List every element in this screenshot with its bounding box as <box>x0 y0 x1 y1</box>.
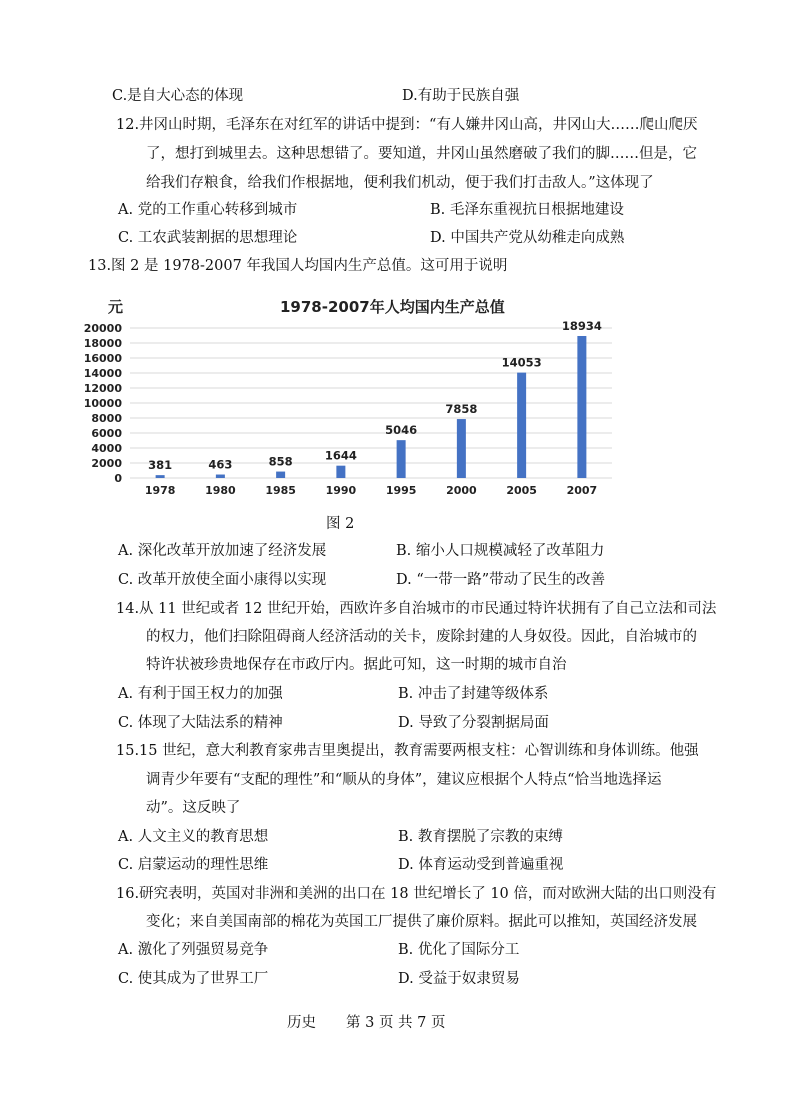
q15-option-b: B. 教育摆脱了宗教的束缚 <box>398 829 563 845</box>
chart-y-ticks <box>84 322 123 485</box>
q14-option-c: C. 体现了大陆法系的精神 <box>118 715 283 731</box>
footer-subject: 历史 <box>287 1015 316 1031</box>
q16-option-d: D. 受益于奴隶贸易 <box>398 971 520 987</box>
q12-option-a: A. 党的工作重心转移到城市 <box>118 202 298 218</box>
y-tick-label: 14000 <box>83 367 122 380</box>
bar-1990 <box>336 466 345 478</box>
bar-2007 <box>577 336 586 478</box>
data-label-2005: 14053 <box>501 355 542 370</box>
x-tick-label: 1980 <box>205 484 236 497</box>
chart-gridlines <box>130 328 612 478</box>
y-tick-label: 20000 <box>83 322 122 335</box>
y-tick-label: 2000 <box>91 457 122 470</box>
q12-option-c: C. 工农武装割据的思想理论 <box>118 230 298 246</box>
y-tick-label: 12000 <box>83 382 122 395</box>
y-tick-label: 4000 <box>91 442 122 455</box>
data-label-1995: 5046 <box>385 423 418 438</box>
q14-stem-line3: 特许状被珍贵地保存在市政厅内。据此可知，这一时期的城市自治 <box>146 657 567 673</box>
x-tick-label: 1995 <box>385 484 417 497</box>
x-tick-label: 2007 <box>566 484 598 497</box>
q15-stem-line2: 调青少年要有“支配的理性”和“顺从的身体”，建议应根据个人特点“恰当地选择运 <box>146 772 662 788</box>
gdp-bar-chart <box>83 292 620 504</box>
q15-option-a: A. 人文主义的教育思想 <box>118 829 269 845</box>
chart-title: 1978-2007年人均国内生产总值 <box>280 298 505 316</box>
bar-1978 <box>156 475 165 478</box>
q13-option-c: C. 改革开放使全面小康得以实现 <box>118 572 327 588</box>
q14-option-a: A. 有利于国王权力的加强 <box>118 686 283 702</box>
y-tick-label: 6000 <box>91 427 122 440</box>
y-tick-label: 8000 <box>91 412 122 425</box>
bar-1995 <box>397 440 406 478</box>
q13-option-d: D. “一带一路”带动了民生的改善 <box>396 572 606 588</box>
bar-2000 <box>457 419 466 478</box>
bar-2005 <box>517 373 526 478</box>
q11-option-d: D.有助于民族自强 <box>402 88 520 104</box>
q13-option-a: A. 深化改革开放加速了经济发展 <box>118 543 327 559</box>
q12-option-b: B. 毛泽东重视抗日根据地建设 <box>430 202 624 218</box>
q14-option-b: B. 冲击了封建等级体系 <box>398 686 549 702</box>
footer-page-number: 第 3 页 共 7 页 <box>346 1015 446 1031</box>
q14-stem-line2: 的权力，他们扫除阻碍商人经济活动的关卡，废除封建的人身奴役。因此，自治城市的 <box>146 629 697 645</box>
y-tick-label: 16000 <box>83 352 122 365</box>
q16-stem-line2: 变化；来自美国南部的棉花为英国工厂提供了廉价原料。据此可以推知，英国经济发展 <box>146 914 697 930</box>
q13-stem: 13.图 2 是 1978-2007 年我国人均国内生产总值。这可用于说明 <box>88 258 508 274</box>
q15-stem-line3: 动”。这反映了 <box>146 800 241 816</box>
data-label-2007: 18934 <box>561 318 602 333</box>
q12-stem-line2: 了，想打到城里去。这种思想错了。要知道，井冈山虽然磨破了我们的脚……但是，它 <box>146 146 697 162</box>
data-label-2000: 7858 <box>445 402 478 417</box>
q16-option-b: B. 优化了国际分工 <box>398 942 520 958</box>
x-tick-label: 2000 <box>446 484 477 497</box>
x-tick-label: 1990 <box>325 484 357 497</box>
data-label-1985: 858 <box>268 454 293 469</box>
q12-stem-line1: 12.井冈山时期，毛泽东在对红军的讲话中提到：“有人嫌井冈山高，井冈山大……爬山爬厌 <box>116 117 698 133</box>
data-label-1980: 463 <box>208 457 233 472</box>
q15-stem-line1: 15.15 世纪，意大利教育家弗吉里奥提出，教育需要两根支柱：心智训练和身体训练。他强 <box>116 743 699 759</box>
q13-option-b: B. 缩小人口规模减轻了改革阻力 <box>396 543 605 559</box>
chart-ylabel: 元 <box>108 298 124 316</box>
x-tick-label: 1985 <box>265 484 296 497</box>
data-label-1978: 381 <box>148 458 173 473</box>
q15-option-c: C. 启蒙运动的理性思维 <box>118 857 269 873</box>
x-tick-label: 2005 <box>506 484 537 497</box>
x-tick-label: 1978 <box>144 484 176 497</box>
chart-x-ticks <box>145 484 597 497</box>
q14-option-d: D. 导致了分裂割据局面 <box>398 715 549 731</box>
q16-option-a: A. 激化了列强贸易竞争 <box>118 942 269 958</box>
q16-stem-line1: 16.研究表明，英国对非洲和美洲的出口在 18 世纪增长了 10 倍，而对欧洲大陆的出口则没有 <box>116 886 717 902</box>
q14-stem-line1: 14.从 11 世纪或者 12 世纪开始，西欧许多自治城市的市民通过特许状拥有了自己立法和司法 <box>116 601 717 617</box>
y-tick-label: 0 <box>114 472 122 485</box>
bar-1985 <box>276 472 285 478</box>
y-tick-label: 10000 <box>83 397 122 410</box>
y-tick-label: 18000 <box>83 337 122 350</box>
q12-stem-line3: 给我们存粮食，给我们作根据地，便利我们机动，便于我们打击敌人。”这体现了 <box>146 175 654 191</box>
q12-option-d: D. 中国共产党从幼稚走向成熟 <box>430 230 625 246</box>
q11-option-c: C.是自大心态的体现 <box>112 88 244 104</box>
data-label-1990: 1644 <box>324 448 357 463</box>
chart-data-labels <box>148 319 602 472</box>
q15-option-d: D. 体育运动受到普遍重视 <box>398 857 564 873</box>
bar-1980 <box>216 475 225 478</box>
figure-caption: 图 2 <box>326 516 355 532</box>
q16-option-c: C. 使其成为了世界工厂 <box>118 971 269 987</box>
